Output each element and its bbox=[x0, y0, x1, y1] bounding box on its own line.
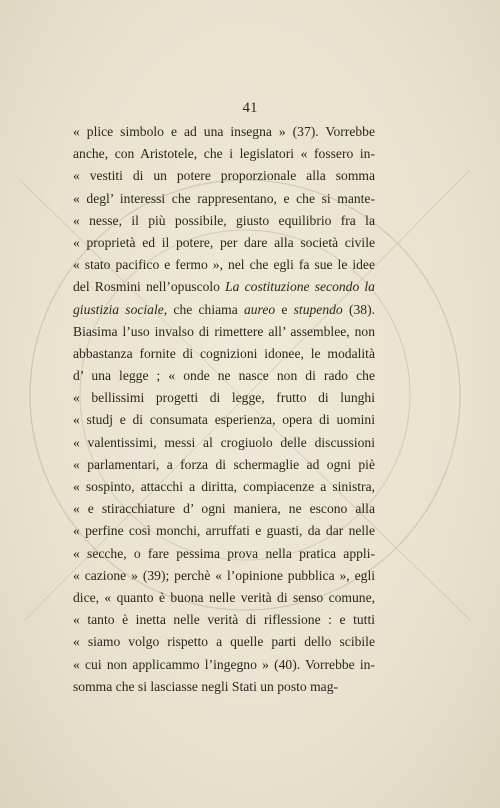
text-segment: « proprietà ed il potere, per dare alla società civile bbox=[73, 234, 375, 250]
text-line bbox=[73, 520, 375, 542]
text-line bbox=[73, 210, 375, 232]
text-line bbox=[73, 143, 375, 165]
text-segment: « secche, o fare pessima prova nella pratica appli- bbox=[73, 545, 375, 561]
text-line bbox=[73, 432, 375, 454]
text-line bbox=[73, 543, 375, 565]
text-line bbox=[73, 409, 375, 431]
text-segment: somma che si lasciasse negli Stati un posto mag- bbox=[73, 678, 339, 694]
italic-text-segment: giustizia sociale, bbox=[73, 301, 168, 317]
italic-text-segment: aureo bbox=[243, 301, 276, 317]
text-line bbox=[73, 631, 375, 653]
text-segment: « valentissimi, messi al crogiuolo delle discussioni bbox=[73, 434, 375, 450]
page-number: 41 bbox=[242, 100, 258, 116]
text-line bbox=[73, 609, 375, 631]
italic-text-segment: La costituzione secondo la bbox=[225, 279, 375, 295]
text-segment: « parlamentari, a forza di schermaglie ad ogni piè bbox=[73, 456, 375, 472]
text-segment: « perfine così monchi, arruffati e guasti, da dar nelle bbox=[73, 523, 375, 539]
text-line bbox=[73, 676, 375, 698]
text-segment: « bellissimi progetti di legge, frutto di lunghi bbox=[73, 390, 375, 406]
text-line bbox=[73, 498, 375, 520]
text-segment: « cui non applicammo l’ingegno » (40). Vorrebbe in- bbox=[73, 656, 375, 672]
text-segment: che chiama bbox=[167, 301, 244, 317]
text-line bbox=[73, 454, 375, 476]
text-segment: « studj e di consumata esperienza, opera di uomini bbox=[73, 412, 375, 428]
text-segment: del Rosmini nell’opuscolo bbox=[73, 279, 226, 295]
text-line bbox=[73, 232, 375, 254]
text-segment: dice, « quanto è buona nelle verità di senso comune, bbox=[73, 589, 375, 605]
text-line bbox=[73, 321, 375, 343]
text-line bbox=[73, 343, 375, 365]
text-segment: « cazione » (39); perchè « l’opinione pubblica », egli bbox=[73, 567, 375, 583]
text-segment: « degl’ interessi che rappresentano, e che si mante- bbox=[73, 190, 375, 206]
text-line bbox=[73, 188, 375, 210]
italic-text-segment: stupendo bbox=[293, 301, 343, 317]
text-segment: « vestiti di un potere proporzionale alla somma bbox=[73, 168, 375, 184]
text-line bbox=[73, 165, 375, 187]
text-line bbox=[73, 299, 375, 321]
text-segment: (38). bbox=[342, 301, 375, 317]
text-line bbox=[73, 254, 375, 276]
text-line bbox=[73, 565, 375, 587]
text-segment: Biasima l’uso invalso di rimettere all’ assemblee, non bbox=[73, 323, 375, 339]
text-segment: d’ una legge ; « onde ne nasce non di rado che bbox=[73, 368, 375, 384]
text-line bbox=[73, 387, 375, 409]
text-segment: « sospinto, attacchi a diritta, compiacenze a sinistra, bbox=[73, 479, 375, 494]
text-line bbox=[73, 121, 375, 143]
text-segment: « siamo volgo rispetto a quelle parti dello scibile bbox=[73, 634, 375, 650]
text-segment: « stato pacifico e fermo », nel che egli fa sue le idee bbox=[73, 257, 375, 273]
text-line bbox=[73, 365, 375, 387]
text-line bbox=[73, 276, 375, 298]
body-text bbox=[73, 121, 375, 698]
text-segment: « e stiracchiature d’ ogni maniera, ne escono alla bbox=[73, 501, 375, 517]
text-segment: e bbox=[275, 301, 294, 317]
text-segment: « tanto è inetta nelle verità di riflessione : e tutti bbox=[73, 612, 375, 628]
text-segment: abbastanza fornite di cognizioni idonee, le modalità bbox=[73, 345, 375, 361]
text-line bbox=[73, 587, 375, 609]
text-line bbox=[73, 654, 375, 676]
text-line bbox=[73, 476, 375, 498]
text-segment: anche, con Aristotele, che i legislatori « fossero in- bbox=[73, 146, 375, 162]
text-segment: « nesse, il più possibile, giusto equilibrio fra la bbox=[73, 212, 375, 228]
text-segment: « plice simbolo e ad una insegna » (37). Vorrebbe bbox=[73, 124, 375, 139]
